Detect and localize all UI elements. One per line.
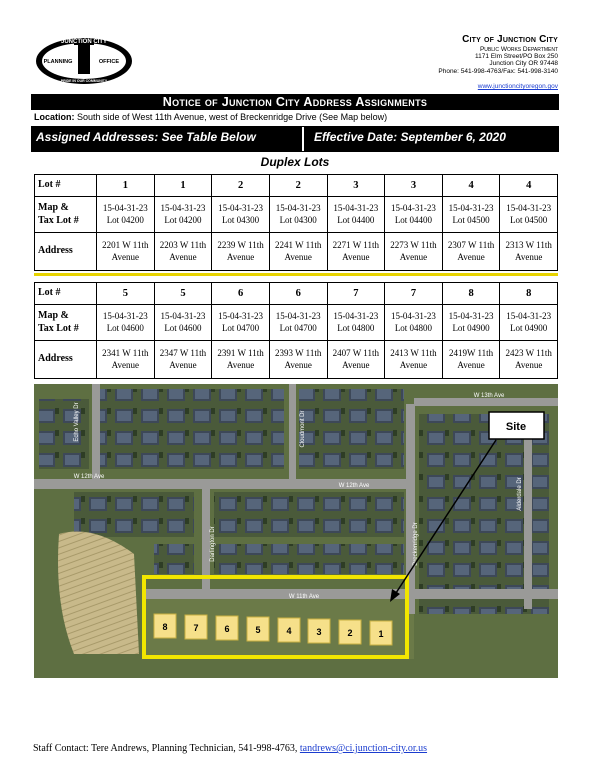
address-cell: 2313 W 11th Avenue [500, 233, 558, 271]
department: Public Works Department [479, 45, 558, 53]
lot-cell: 4 [500, 175, 558, 197]
road-w11th [144, 589, 558, 599]
address-table-part-1 [34, 174, 558, 271]
lot-cell: 8 [500, 283, 558, 305]
lot-marker-label: 8 [162, 622, 168, 632]
address-table-part-2 [34, 282, 558, 379]
crop-field [58, 532, 139, 655]
map-taxlot-cell: 15-04-31-23 Lot 04700 [212, 305, 270, 341]
map-taxlot-cell: 15-04-31-23 Lot 04900 [442, 305, 500, 341]
road-cloudmont [289, 384, 296, 484]
housing-block [39, 399, 89, 469]
lot-cell: 5 [154, 283, 212, 305]
map-taxlot-cell: 15-04-31-23 Lot 04200 [154, 197, 212, 233]
lot-cell: 1 [97, 175, 155, 197]
address-cell: 2413 W 11th Avenue [385, 341, 443, 379]
location-row [34, 112, 387, 122]
lot-cell: 7 [385, 283, 443, 305]
map-taxlot-cell: 15-04-31-23 Lot 04600 [97, 305, 155, 341]
housing-block [154, 544, 194, 574]
notice-title: Notice of Junction City Address Assignments [31, 94, 559, 110]
street-label: W 12th Ave [73, 474, 105, 480]
map-taxlot-cell: 15-04-31-23 Lot 04800 [385, 305, 443, 341]
map-taxlot-cell: 15-04-31-23 Lot 04300 [269, 197, 327, 233]
row-label-address: Address [35, 233, 97, 271]
street-label: W 13th Ave [473, 393, 505, 399]
lot-cell: 5 [97, 283, 155, 305]
address-row [35, 233, 558, 271]
bar-divider [302, 127, 304, 151]
site-callout-label: Site [505, 421, 527, 433]
lot-cell: 8 [442, 283, 500, 305]
road-w13th [414, 398, 558, 406]
housing-block [214, 544, 404, 574]
street-label: Breckenridge Dr [413, 522, 419, 566]
address-cell: 2407 W 11th Avenue [327, 341, 385, 379]
staff-email-link[interactable]: tandrews@ci.junction-city.or.us [299, 743, 428, 754]
map-taxlot-cell: 15-04-31-23 Lot 04500 [442, 197, 500, 233]
effective-date-label: Effective Date: September 6, 2020 [314, 130, 506, 144]
website-link[interactable]: www.junctioncityoregon.gov [477, 83, 558, 91]
map-taxlot-cell: 15-04-31-23 Lot 04500 [500, 197, 558, 233]
location-label: Location: [34, 112, 75, 122]
address-cell: 2271 W 11th Avenue [327, 233, 385, 271]
street-label: Alderdale Dr [517, 477, 523, 511]
address-cell: 2203 W 11th Avenue [154, 233, 212, 271]
housing-block [299, 389, 404, 469]
street-label: Echo Valley Dr [74, 402, 80, 442]
address-cell: 2347 W 11th Avenue [154, 341, 212, 379]
staff-contact-text: Staff Contact: Tere Andrews, Planning Technician, 541-998-4763, [33, 743, 300, 754]
logo-top-text: JUNCTION CITY [60, 39, 108, 45]
lot-cell: 2 [212, 175, 270, 197]
address-cell: 2393 W 11th Avenue [269, 341, 327, 379]
lot-cell: 7 [327, 283, 385, 305]
street-label: Darlington Dr [210, 526, 216, 562]
lot-cell: 3 [385, 175, 443, 197]
duplex-lots-title: Duplex Lots [260, 155, 330, 169]
map-taxlot-cell: 15-04-31-23 Lot 04900 [500, 305, 558, 341]
address-cell: 2391 W 11th Avenue [212, 341, 270, 379]
logo-left-text: PLANNING [43, 59, 73, 65]
map-taxlot-cell: 15-04-31-23 Lot 04600 [154, 305, 212, 341]
map-taxlot-row [35, 197, 558, 233]
lot-cell: 2 [269, 175, 327, 197]
lot-cell: 1 [154, 175, 212, 197]
address-cell: 2341 W 11th Avenue [97, 341, 155, 379]
city-name: City of Junction City [462, 34, 558, 45]
street-label: Cloudmont Dr [300, 410, 306, 448]
address-cell: 2419W 11th Avenue [442, 341, 500, 379]
lot-cell: 6 [212, 283, 270, 305]
lot-marker-label: 6 [224, 624, 230, 634]
logo-right-text: OFFICE [98, 59, 120, 65]
map-taxlot-cell: 15-04-31-23 Lot 04800 [327, 305, 385, 341]
map-taxlot-cell: 15-04-31-23 Lot 04200 [97, 197, 155, 233]
lot-row [35, 175, 558, 197]
road-alderdale [524, 424, 532, 609]
lot-cell: 6 [269, 283, 327, 305]
row-label-map: Map & Tax Lot # [35, 197, 97, 233]
address-cell: 2241 W 11th Avenue [269, 233, 327, 271]
lot-marker-label: 4 [286, 626, 292, 636]
row-label-map: Map & Tax Lot # [35, 305, 97, 341]
address-line-1: 1171 Elm Street/PO Box 250 [475, 52, 558, 60]
address-cell: 2423 W 11th Avenue [500, 341, 558, 379]
planning-office-logo [34, 36, 134, 86]
address-row [35, 341, 558, 379]
row-label-lot: Lot # [35, 175, 97, 197]
housing-block [74, 492, 194, 537]
assigned-addresses-label: Assigned Addresses: See Table Below [36, 130, 256, 144]
city-header [438, 34, 558, 94]
map-taxlot-cell: 15-04-31-23 Lot 04400 [327, 197, 385, 233]
lot-cell: 4 [442, 175, 500, 197]
map-taxlot-row [35, 305, 558, 341]
location-text: South side of West 11th Avenue, west of Breckenridge Drive (See Map below) [77, 112, 388, 122]
logo-bottom-text: PRIDE IN OUR COMMUNITY [60, 79, 108, 83]
lot-marker-label: 1 [378, 629, 384, 639]
staff-contact [33, 743, 427, 754]
row-label-address: Address [35, 341, 97, 379]
map-taxlot-cell: 15-04-31-23 Lot 04700 [269, 305, 327, 341]
street-label: W 11th Ave [288, 594, 320, 600]
road-echo-valley [92, 384, 100, 484]
phone-fax: Phone: 541-998-4763/Fax: 541-998-3140 [438, 67, 558, 75]
street-label: W 12th Ave [338, 483, 370, 489]
aerial-site-map [34, 384, 558, 678]
address-cell: 2307 W 11th Avenue [442, 233, 500, 271]
lot-marker-label: 5 [255, 625, 261, 635]
lot-row [35, 283, 558, 305]
address-cell: 2239 W 11th Avenue [212, 233, 270, 271]
map-taxlot-cell: 15-04-31-23 Lot 04300 [212, 197, 270, 233]
address-line-2: Junction City OR 97448 [489, 60, 558, 68]
housing-block [94, 389, 284, 469]
address-cell: 2201 W 11th Avenue [97, 233, 155, 271]
row-label-lot: Lot # [35, 283, 97, 305]
table-separator [34, 273, 558, 276]
map-taxlot-cell: 15-04-31-23 Lot 04400 [385, 197, 443, 233]
lot-cell: 3 [327, 175, 385, 197]
address-cell: 2273 W 11th Avenue [385, 233, 443, 271]
lot-marker-label: 7 [193, 623, 199, 633]
housing-block [214, 492, 404, 537]
lot-marker-label: 2 [347, 628, 353, 638]
lot-marker-label: 3 [316, 627, 322, 637]
